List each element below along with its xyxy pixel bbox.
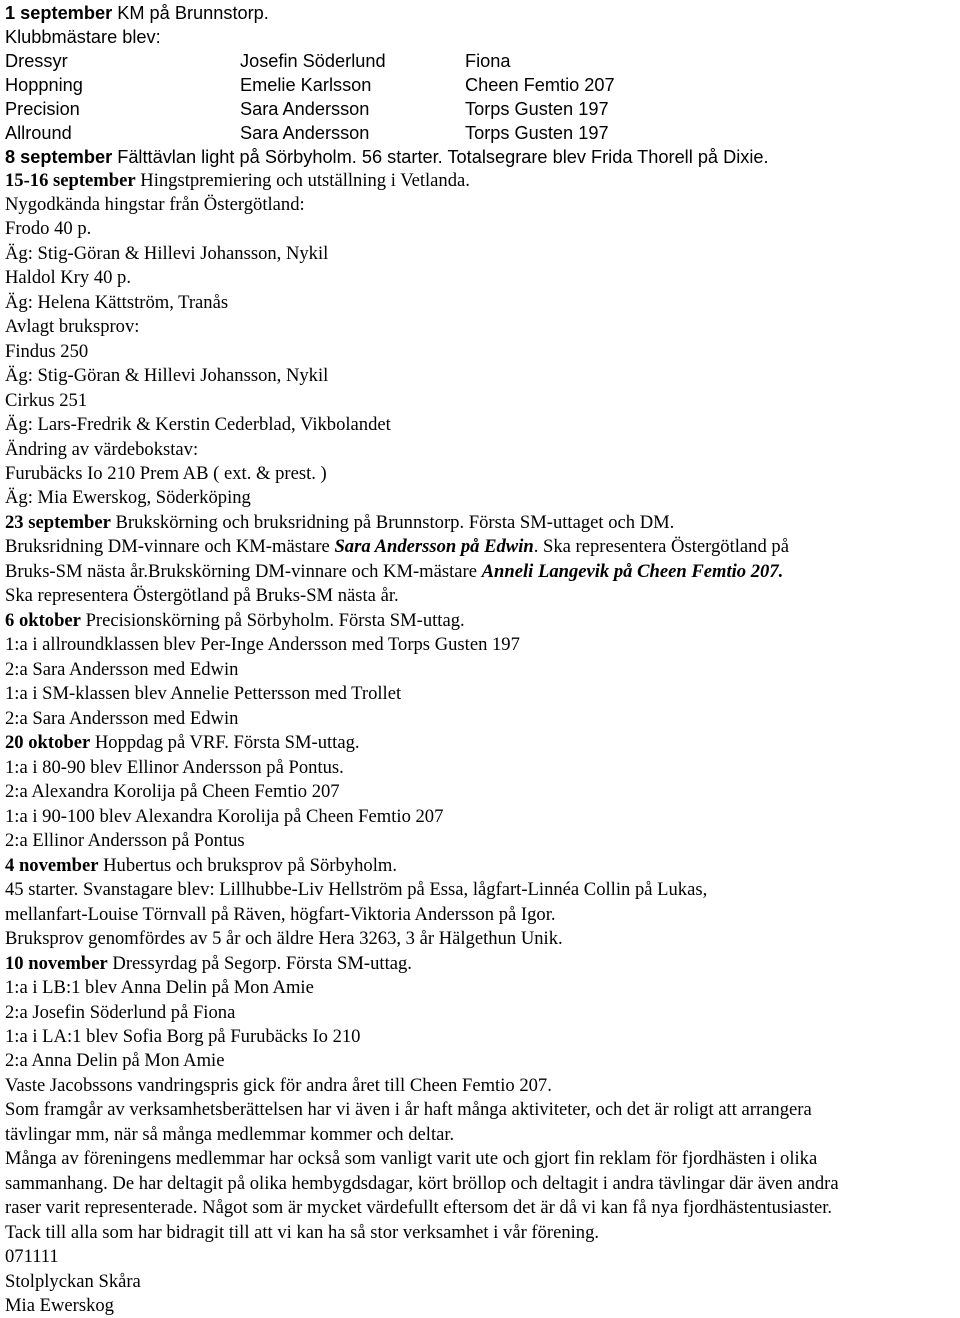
event-text: Fälttävlan light på Sörbyholm. 56 starter. Totalsegrare blev Frida Thorell på Dixie. [112,147,769,167]
closing-paragraph-line: raser varit representerade. Något som är mycket värdefullt eftersom det är då vi kan få nya fjordhästentusiaster. [5,1197,833,1218]
text-line: Frodo 40 p. [5,218,92,239]
text-line: 1:a i LA:1 blev Sofia Borg på Furubäcks Io 210 [5,1026,361,1047]
event-text: KM på Brunnstorp. [112,3,269,23]
text-line: 2:a Josefin Söderlund på Fiona [5,1002,236,1023]
text-line: Findus 250 [5,341,89,362]
event-text: Dressyrdag på Segorp. Första SM-uttag. [107,953,412,974]
event-precisionskorning [5,610,465,632]
text-part: . Ska representera Östergötland på [533,536,789,557]
text-line: 1:a i SM-klassen blev Annelie Pettersson med Trollet [5,683,402,704]
text-line: 2:a Ellinor Andersson på Pontus [5,830,245,851]
event-hoppdag [5,732,360,754]
text-line: Vaste Jacobssons vandringspris gick för andra året till Cheen Femtio 207. [5,1075,552,1096]
event-hingstpremiering [5,170,470,192]
event-date: 15-16 september [5,170,136,191]
signature-name: Mia Ewerskog [5,1295,114,1316]
text-line: Haldol Kry 40 p. [5,267,132,288]
discipline: Hoppning [5,75,83,95]
signature-date: 071111 [5,1246,59,1267]
text-line: 1:a i 90-100 blev Alexandra Korolija på Cheen Femtio 207 [5,806,444,827]
closing-paragraph-line: sammanhang. De har deltagit på olika hembygdsdagar, kört bröllop och deltagit i andra tävlingar där även andra [5,1173,839,1194]
event-text: Precisionskörning på Sörbyholm. Första SM-uttag. [80,610,465,631]
text-line [5,536,789,558]
discipline: Allround [5,123,72,143]
champion-row [0,122,960,144]
text-line: Ska representera Östergötland på Bruks-SM nästa år. [5,585,399,606]
text-line: 1:a i LB:1 blev Anna Delin på Mon Amie [5,977,314,998]
event-date: 6 oktober [5,610,81,631]
event-hubertus [5,855,397,877]
champion-row [0,74,960,96]
event-text: Hubertus och bruksprov på Sörbyholm. [98,855,397,876]
event-falttavlan [5,146,769,168]
champion-row [0,98,960,120]
champion-row [0,50,960,72]
rider: Josefin Söderlund [240,51,386,71]
event-date: 20 oktober [5,732,91,753]
text-line: mellanfart-Louise Törnvall på Räven, högfart-Viktoria Andersson på Igor. [5,904,556,925]
text-part: Bruks-SM nästa år.Brukskörning DM-vinnare och KM-mästare [5,561,482,582]
event-date: 4 november [5,855,99,876]
rider: Emelie Karlsson [240,75,372,95]
text-line: 1:a i 80-90 blev Ellinor Andersson på Pontus. [5,757,344,778]
discipline: Precision [5,99,80,119]
text-line: Bruksprov genomfördes av 5 år och äldre Hera 3263, 3 år Hälgethun Unik. [5,928,563,949]
horse: Torps Gusten 197 [465,123,609,143]
text-line: Furubäcks Io 210 Prem AB ( ext. & prest. ) [5,463,327,484]
event-date: 10 november [5,953,108,974]
event-text: Hingstpremiering och utställning i Vetlanda. [135,170,470,191]
rider: Sara Andersson [240,123,370,143]
text-line: 2:a Sara Andersson med Edwin [5,659,239,680]
event-text: Brukskörning och bruksridning på Brunnstorp. Första SM-uttaget och DM. [110,512,675,533]
rider: Sara Andersson [240,99,370,119]
text-line: 45 starter. Svanstagare blev: Lillhubbe-Liv Hellström på Essa, lågfart-Linnéa Collin på Lukas, [5,879,708,900]
text-line: Äg: Stig-Göran & Hillevi Johansson, Nykil [5,365,329,386]
closing-paragraph-line: Som framgår av verksamhetsberättelsen har vi även i år haft många aktiviteter, och det är roligt att arrangera [5,1099,812,1120]
text-line: Äg: Helena Kättström, Tranås [5,292,229,313]
event-brukskorning [5,512,674,534]
text-line: Ändring av värdebokstav: [5,439,199,460]
closing-paragraph-line: Många av föreningens medlemmar har också som vanligt varit ute och gjort fin reklam för fjordhästen i olika [5,1148,818,1169]
text-line [5,561,783,583]
text-line: 1:a i allroundklassen blev Per-Inge Andersson med Torps Gusten 197 [5,634,520,655]
winner-highlight: Sara Andersson på Edwin [334,536,534,557]
text-line: 2:a Alexandra Korolija på Cheen Femtio 207 [5,781,340,802]
text-line: Äg: Stig-Göran & Hillevi Johansson, Nykil [5,243,329,264]
event-dressyrdag [5,953,412,975]
closing-paragraph-line: tävlingar mm, när så många medlemmar kommer och deltar. [5,1124,455,1145]
event-date: 1 september [5,3,113,23]
text-line: Nygodkända hingstar från Östergötland: [5,194,305,215]
event-km-brunnstorp [5,2,269,24]
text-line: Äg: Mia Ewerskog, Söderköping [5,487,251,508]
closing-paragraph-line: Tack till alla som har bidragit till att vi kan ha så stor verksamhet i vår förening. [5,1222,600,1243]
text-line: Äg: Lars-Fredrik & Kerstin Cederblad, Vikbolandet [5,414,391,435]
horse: Fiona [465,51,511,71]
text-line: 2:a Sara Andersson med Edwin [5,708,239,729]
champions-heading: Klubbmästare blev: [5,27,161,47]
horse: Cheen Femtio 207 [465,75,615,95]
text-line: 2:a Anna Delin på Mon Amie [5,1050,225,1071]
text-line: Avlagt bruksprov: [5,316,140,337]
event-date: 8 september [5,147,113,167]
signature-place: Stolplyckan Skåra [5,1271,141,1292]
text-line: Cirkus 251 [5,390,88,411]
event-text: Hoppdag på VRF. Första SM-uttag. [90,732,360,753]
event-date: 23 september [5,512,111,533]
winner-highlight: Anneli Langevik på Cheen Femtio 207. [481,561,784,582]
discipline: Dressyr [5,51,68,71]
horse: Torps Gusten 197 [465,99,609,119]
text-part: Bruksridning DM-vinnare och KM-mästare [5,536,335,557]
